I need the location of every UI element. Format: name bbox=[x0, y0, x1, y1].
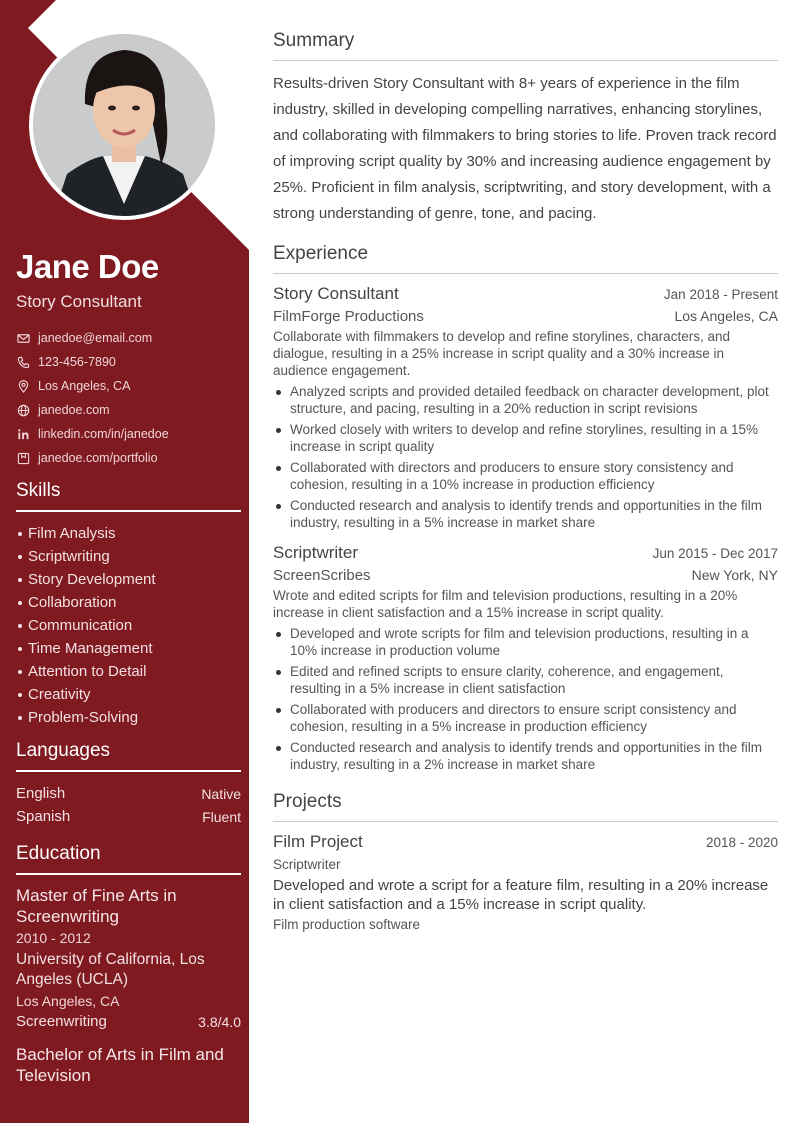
skill-item bbox=[16, 706, 241, 729]
experience-title: Experience bbox=[273, 243, 778, 274]
skill-item bbox=[16, 660, 241, 683]
education-field-row bbox=[16, 1013, 241, 1030]
list-item: Collaborated with producers and directors to ensure script consistency and cohesion, resulting in a 5% increase in production efficiency bbox=[273, 701, 778, 735]
list-item: Collaborated with directors and producers to ensure story consistency and cohesion, resulting in a 10% increase in production efficiency bbox=[273, 459, 778, 493]
education-section bbox=[16, 843, 241, 1086]
linkedin-icon bbox=[16, 427, 30, 441]
contact-text: janedoe@email.com bbox=[38, 331, 153, 345]
education-location: Los Angeles, CA bbox=[16, 993, 120, 1009]
skill-label: Creativity bbox=[28, 686, 91, 703]
job-title: Scriptwriter bbox=[273, 543, 359, 562]
skill-label: Communication bbox=[28, 617, 133, 634]
skill-item bbox=[16, 591, 241, 614]
skill-label: Attention to Detail bbox=[28, 663, 147, 680]
projects-section bbox=[273, 791, 778, 932]
contact-text: linkedin.com/in/janedoe bbox=[38, 427, 169, 441]
education-school: University of California, Los Angeles (UCLA) bbox=[16, 951, 205, 988]
skills-title: Skills bbox=[16, 480, 241, 512]
summary-text: Results-driven Story Consultant with 8+ years of experience in the film industry, skilled in developing compelling narratives, enhancing storylines, and collaborating with filmmakers to bring stories to life. Proven track record of improving script quality by 30% and increasing audience engagement by 25%. Proficient in film analysis, scriptwriting, and story development, with a strong understanding of genre, tone, and pacing. bbox=[273, 75, 777, 222]
skill-item bbox=[16, 683, 241, 706]
contact-phone[interactable] bbox=[16, 350, 241, 374]
list-item: Developed and wrote scripts for film and television productions, resulting in a 10% increase in production volume bbox=[273, 625, 778, 659]
summary-title: Summary bbox=[273, 30, 778, 61]
contact-location bbox=[16, 374, 241, 398]
contact-portfolio[interactable] bbox=[16, 446, 241, 470]
skills-section bbox=[16, 480, 241, 729]
job-title: Story Consultant bbox=[273, 284, 399, 303]
experience-item bbox=[273, 284, 778, 531]
language-level: Fluent bbox=[202, 808, 241, 825]
job-bullets bbox=[273, 625, 778, 773]
education-gpa: 3.8/4.0 bbox=[198, 1013, 241, 1030]
project-tools: Film production software bbox=[273, 917, 421, 932]
education-field: Screenwriting bbox=[16, 1013, 107, 1030]
job-location: Los Angeles, CA bbox=[674, 308, 778, 324]
skill-item bbox=[16, 545, 241, 568]
skill-label: Time Management bbox=[28, 640, 153, 657]
education-degree: Bachelor of Arts in Film and Television bbox=[16, 1045, 224, 1085]
skill-item bbox=[16, 568, 241, 591]
project-item bbox=[273, 832, 778, 932]
education-dates: 2010 - 2012 bbox=[16, 930, 91, 946]
language-row bbox=[16, 805, 241, 828]
job-description: Collaborate with filmmakers to develop and refine storylines, characters, and dialogue, resulting in a 25% increase in script quality and a 30% increase in audience engagement. bbox=[273, 329, 730, 378]
main-content bbox=[273, 30, 778, 932]
company-name: FilmForge Productions bbox=[273, 308, 424, 325]
project-description: Developed and wrote a script for a feature film, resulting in a 20% increase in client satisfaction and a 15% increase in script quality. bbox=[273, 877, 769, 913]
contact-website[interactable] bbox=[16, 398, 241, 422]
language-name: English bbox=[16, 785, 66, 802]
project-role: Scriptwriter bbox=[273, 857, 341, 872]
phone-icon bbox=[16, 355, 30, 369]
education-degree: Master of Fine Arts in Screenwriting bbox=[16, 886, 177, 926]
portfolio-icon bbox=[16, 451, 30, 465]
languages-section bbox=[16, 740, 241, 828]
list-item: Worked closely with writers to develop and refine storylines, resulting in a 15% increase in script quality bbox=[273, 421, 778, 455]
contact-text: janedoe.com bbox=[38, 403, 110, 417]
skill-label: Problem-Solving bbox=[28, 709, 139, 726]
company-name: ScreenScribes bbox=[273, 567, 371, 584]
list-item: Conducted research and analysis to identify trends and opportunities in the film industry, resulting in a 5% increase in market share bbox=[273, 497, 778, 531]
education-title: Education bbox=[16, 843, 241, 875]
experience-item bbox=[273, 543, 778, 773]
contact-email[interactable] bbox=[16, 326, 241, 350]
language-name: Spanish bbox=[16, 808, 71, 825]
language-level: Native bbox=[201, 785, 241, 802]
job-location: New York, NY bbox=[691, 567, 778, 583]
contact-list bbox=[16, 326, 241, 470]
skill-label: Story Development bbox=[28, 571, 156, 588]
experience-section bbox=[273, 243, 778, 773]
contact-text: janedoe.com/portfolio bbox=[38, 451, 158, 465]
projects-title: Projects bbox=[273, 791, 778, 822]
candidate-role: Story Consultant bbox=[16, 292, 142, 311]
job-description: Wrote and edited scripts for film and television productions, resulting in a 20% increase in client satisfaction and a 15% increase in script quality. bbox=[273, 588, 738, 620]
sidebar bbox=[0, 0, 249, 1123]
contact-linkedin[interactable] bbox=[16, 422, 241, 446]
skill-item bbox=[16, 522, 241, 545]
contact-text: 123-456-7890 bbox=[38, 355, 116, 369]
list-item: Edited and refined scripts to ensure clarity, coherence, and engagement, resulting in a 5% increase in client satisfaction bbox=[273, 663, 778, 697]
list-item: Conducted research and analysis to identify trends and opportunities in the film industry, resulting in a 2% increase in market share bbox=[273, 739, 778, 773]
project-name: Film Project bbox=[273, 832, 363, 851]
language-row bbox=[16, 782, 241, 805]
avatar bbox=[29, 30, 219, 220]
mail-icon bbox=[16, 331, 30, 345]
skill-label: Film Analysis bbox=[28, 525, 116, 542]
languages-title: Languages bbox=[16, 740, 241, 772]
globe-icon bbox=[16, 403, 30, 417]
summary-section bbox=[273, 30, 778, 227]
job-dates: Jan 2018 - Present bbox=[663, 287, 778, 302]
location-icon bbox=[16, 379, 30, 393]
project-dates: 2018 - 2020 bbox=[705, 835, 778, 850]
job-bullets bbox=[273, 383, 778, 531]
skill-item bbox=[16, 637, 241, 660]
list-item: Analyzed scripts and provided detailed feedback on character development, plot structure, and pacing, resulting in a 20% reduction in script revisions bbox=[273, 383, 778, 417]
skill-label: Collaboration bbox=[28, 594, 117, 611]
job-dates: Jun 2015 - Dec 2017 bbox=[652, 546, 778, 561]
candidate-name: Jane Doe bbox=[16, 248, 159, 285]
contact-text: Los Angeles, CA bbox=[38, 379, 131, 393]
skill-label: Scriptwriting bbox=[28, 548, 110, 565]
skill-item bbox=[16, 614, 241, 637]
